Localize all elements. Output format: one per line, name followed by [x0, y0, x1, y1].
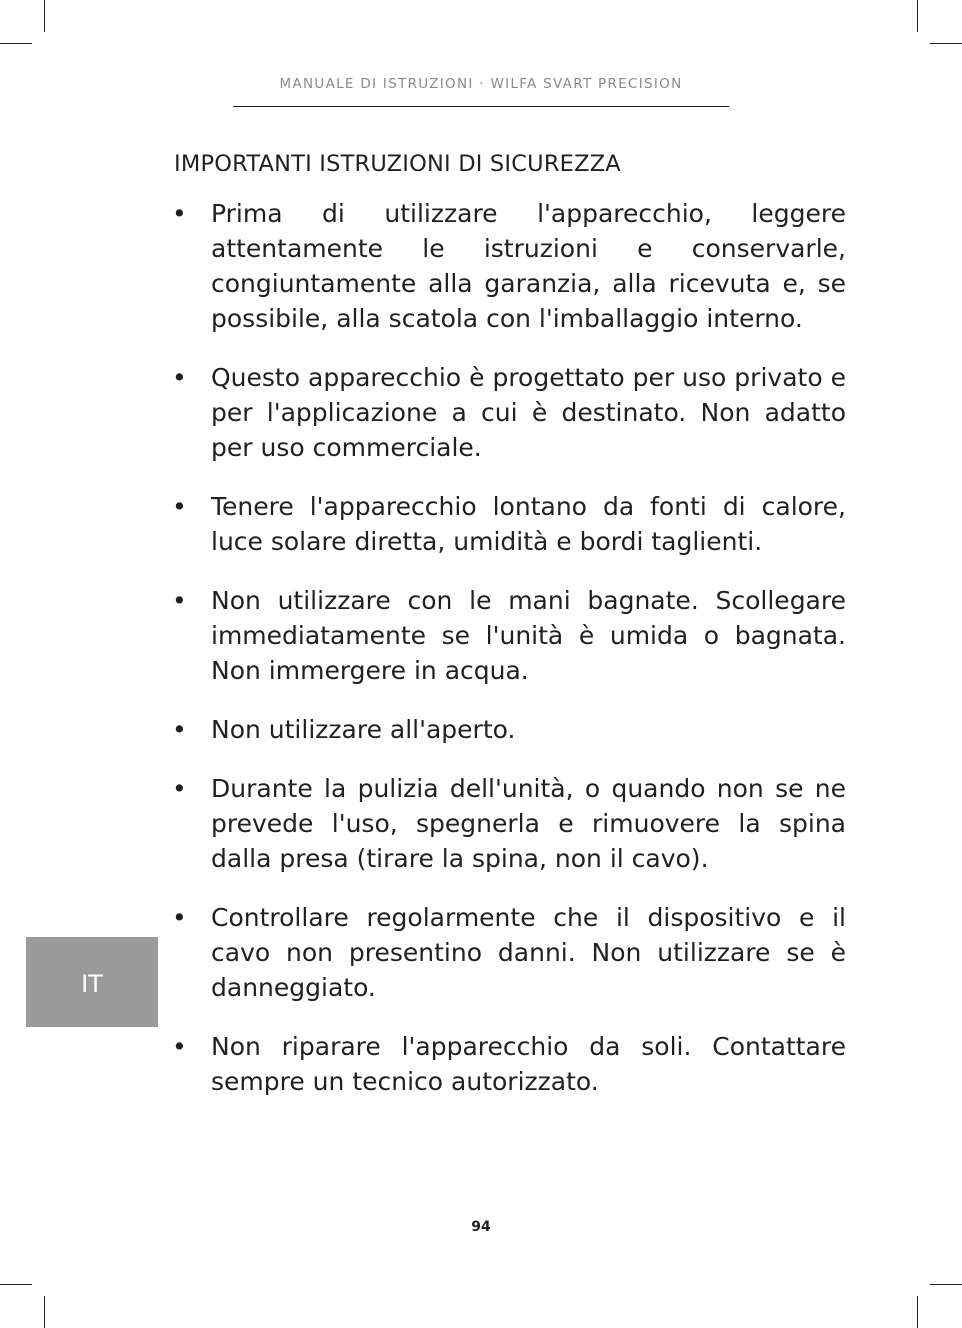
- crop-mark: [917, 1296, 918, 1328]
- list-item-text: Non utilizzare con le mani bagnate. Scollegare immediatamente se l'unità è umida o bagnata. Non immergere in acqua.: [211, 586, 846, 685]
- bullet-icon: •: [172, 1032, 187, 1061]
- list-item: [172, 489, 846, 559]
- list-item-text: Non riparare l'apparecchio da soli. Contattare sempre un tecnico autorizzato.: [211, 1032, 846, 1096]
- safety-instructions-list: [172, 196, 846, 1123]
- list-item: [172, 712, 846, 747]
- crop-mark: [930, 43, 962, 44]
- list-item: [172, 583, 846, 688]
- bullet-icon: •: [172, 903, 187, 932]
- list-item: [172, 196, 846, 336]
- bullet-icon: •: [172, 774, 187, 803]
- bullet-icon: •: [172, 199, 187, 228]
- list-item: [172, 900, 846, 1005]
- language-tab: [26, 937, 158, 1027]
- list-item-text: Non utilizzare all'aperto.: [211, 715, 516, 744]
- crop-mark: [44, 1296, 45, 1328]
- crop-mark: [0, 1284, 32, 1285]
- crop-mark: [917, 0, 918, 32]
- crop-mark: [930, 1284, 962, 1285]
- list-item-text: Durante la pulizia dell'unità, o quando non se ne prevede l'uso, spegnerla e rimuovere la spina dalla presa (tirare la spina, non il cavo).: [211, 774, 846, 873]
- page-number: 94: [471, 1219, 491, 1235]
- list-item-text: Prima di utilizzare l'apparecchio, leggere attentamente le istruzioni e conservarle, congiuntamente alla garanzia, alla ricevuta e, se possibile, alla scatola con l'imballaggio interno.: [211, 199, 846, 333]
- crop-mark: [0, 43, 32, 44]
- bullet-icon: •: [172, 586, 187, 615]
- bullet-icon: •: [172, 715, 187, 744]
- list-item: [172, 771, 846, 876]
- crop-mark: [44, 0, 45, 32]
- language-tab-label: IT: [81, 970, 103, 998]
- list-item-text: Tenere l'apparecchio lontano da fonti di calore, luce solare diretta, umidità e bordi taglienti.: [211, 492, 846, 556]
- list-item: [172, 360, 846, 465]
- running-header: MANUALE DI ISTRUZIONI · WILFA SVART PRECISION: [279, 76, 683, 92]
- list-item-text: Questo apparecchio è progettato per uso privato e per l'applicazione a cui è destinato. Non adatto per uso commerciale.: [211, 363, 846, 462]
- section-title: IMPORTANTI ISTRUZIONI DI SICUREZZA: [174, 151, 621, 177]
- bullet-icon: •: [172, 492, 187, 521]
- list-item-text: Controllare regolarmente che il dispositivo e il cavo non presentino danni. Non utilizzare se è danneggiato.: [211, 903, 846, 1002]
- bullet-icon: •: [172, 363, 187, 392]
- list-item: [172, 1029, 846, 1099]
- header-divider: [233, 106, 729, 107]
